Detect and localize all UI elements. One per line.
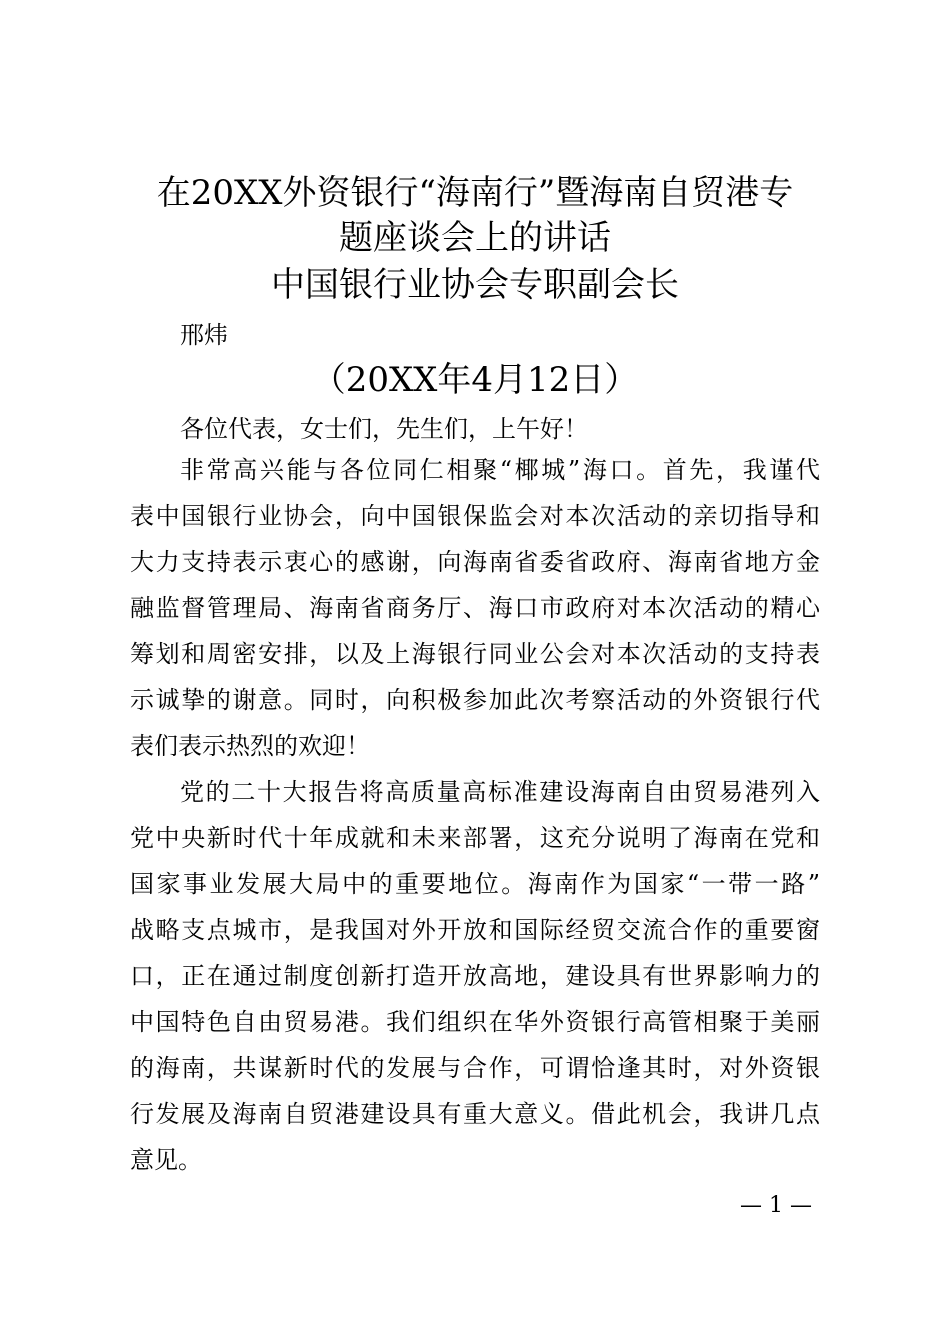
paragraph-3-line-5: 口，正在通过制度创新打造开放高地，建设具有世界影响力的 — [130, 962, 820, 990]
speech-date: （20XX年4月12日） — [311, 360, 639, 400]
paragraph-3-line-9: 意见。 — [130, 1146, 202, 1174]
paragraph-3-line-3: 国家事业发展大局中的重要地位。海南作为国家“一带一路” — [130, 870, 820, 898]
paragraph-2-line-3: 大力支持表示衷心的感谢，向海南省委省政府、海南省地方金 — [130, 548, 820, 576]
title-line-3: 中国银行业协会专职副会长 — [271, 265, 679, 305]
title-line-1: 在20XX外资银行“海南行”暨海南自贸港专 — [156, 173, 794, 213]
paragraph-2-line-4: 融监督管理局、海南省商务厅、海口市政府对本次活动的精心 — [130, 594, 820, 622]
paragraph-3-line-8: 行发展及海南自贸港建设具有重大意义。借此机会，我讲几点 — [130, 1100, 820, 1128]
paragraph-1-line-1: 各位代表，女士们，先生们，上午好！ — [180, 415, 588, 443]
paragraph-3-line-2: 党中央新时代十年成就和未来部署，这充分说明了海南在党和 — [130, 824, 820, 852]
paragraph-3-line-7: 的海南，共谋新时代的发展与合作，可谓恰逢其时，对外资银 — [130, 1054, 820, 1082]
author-name: 邢炜 — [180, 321, 228, 349]
paragraph-3-line-4: 战略支点城市，是我国对外开放和国际经贸交流合作的重要窗 — [130, 916, 820, 944]
paragraph-2-line-1: 非常高兴能与各位同仁相聚“椰城”海口。首先，我谨代 — [180, 456, 820, 484]
paragraph-2-line-7: 表们表示热烈的欢迎！ — [130, 732, 370, 760]
paragraph-2-line-5: 筹划和周密安排，以及上海银行同业公会对本次活动的支持表 — [130, 640, 820, 668]
paragraph-3-line-6: 中国特色自由贸易港。我们组织在华外资银行高管相聚于美丽 — [130, 1008, 820, 1036]
paragraph-3-line-1: 党的二十大报告将高质量高标准建设海南自由贸易港列入 — [180, 778, 820, 806]
page-number: — 1 — — [740, 1193, 812, 1218]
paragraph-2-line-6: 示诚挚的谢意。同时，向积极参加此次考察活动的外资银行代 — [130, 686, 820, 714]
paragraph-2-line-2: 表中国银行业协会，向中国银保监会对本次活动的亲切指导和 — [130, 502, 820, 530]
title-line-2: 题座谈会上的讲话 — [339, 218, 611, 258]
